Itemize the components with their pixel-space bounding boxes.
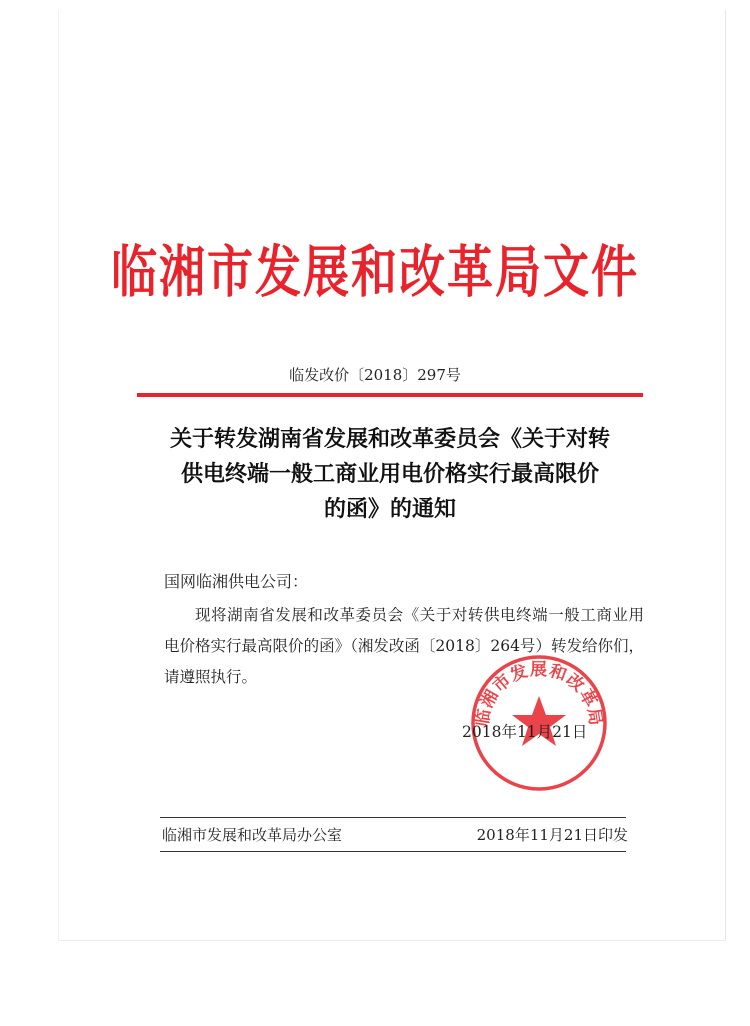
footer-issuing-office: 临湘市发展和改革局办公室 (162, 826, 343, 844)
issuer-red-heading: 临湘市发展和改革局文件 (111, 238, 639, 305)
document-number: 临发改价〔2018〕297号 (289, 366, 461, 384)
red-separator-line (137, 393, 643, 397)
notice-body: 现将湖南省发展和改革委员会《关于对转供电终端一般工商业用电价格实行最高限价的函》（湘发改函〔2018〕264号）转发给你们，请遵照执行。 (164, 606, 644, 686)
notice-title-line-3: 的函》的通知 (323, 497, 456, 522)
footer-print-date: 2018年11月21日印发 (476, 826, 628, 844)
notice-title-line-2: 供电终端一般工商业用电价格实行最高限价 (180, 462, 599, 487)
notice-title-line-1: 关于转发湖南省发展和改革委员会《关于对转 (169, 427, 610, 452)
seal-arc-text: 临湘市发展和改革局 (472, 660, 606, 728)
footer-top-rule (160, 817, 626, 818)
footer-bottom-rule (160, 851, 626, 852)
notice-title (110, 422, 670, 527)
signature-date: 2018年11月21日 (462, 723, 588, 741)
recipient-line: 国网临湘供电公司： (164, 572, 309, 591)
